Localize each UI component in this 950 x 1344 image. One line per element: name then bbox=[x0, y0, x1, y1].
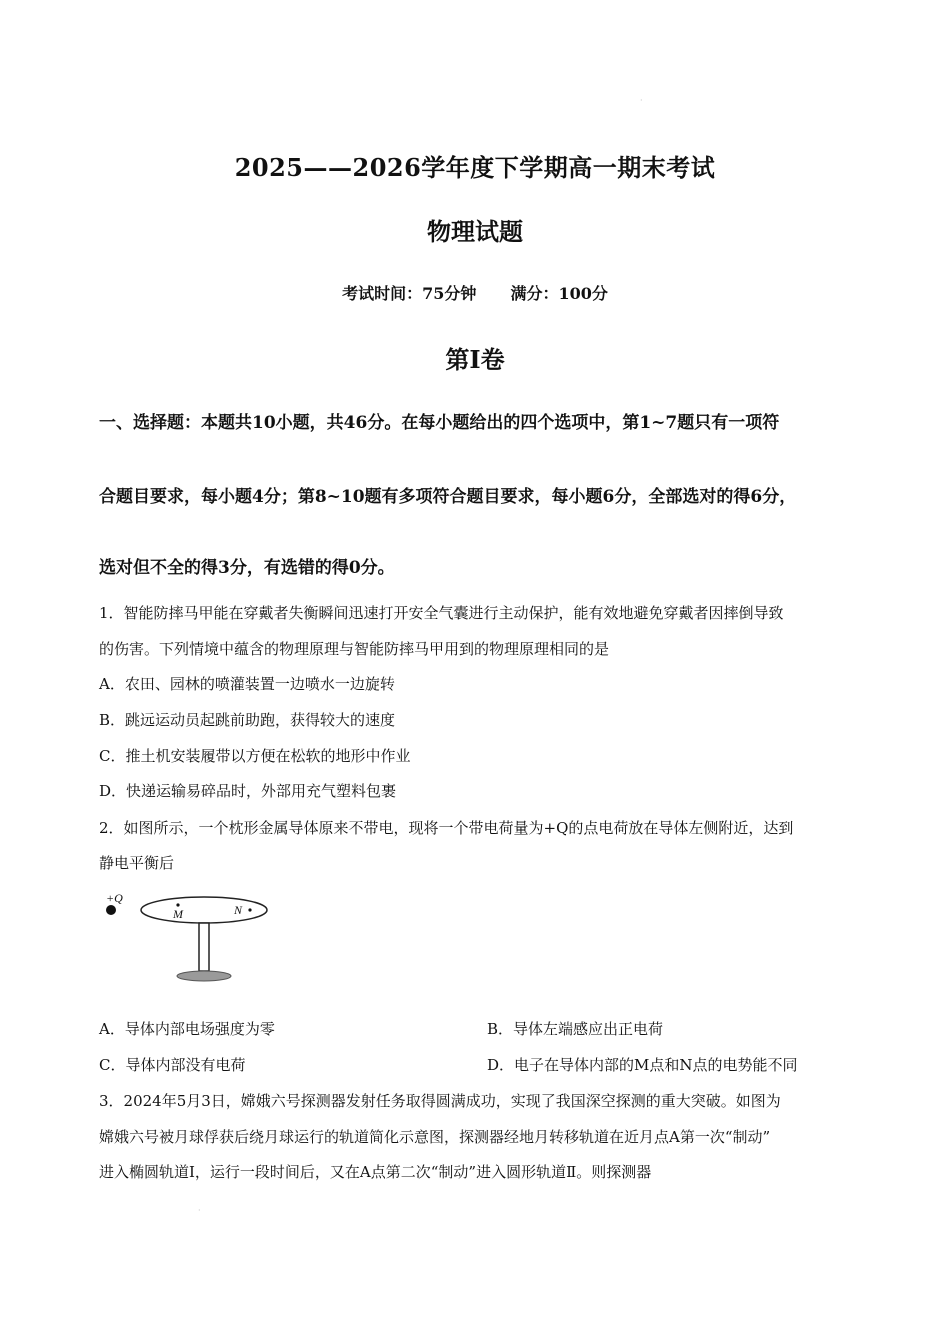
volume-heading: 第Ⅰ卷 bbox=[445, 345, 505, 374]
question-2-option-b: B．导体左端感应出正电荷 bbox=[487, 1020, 664, 1038]
charge-label: +Q bbox=[106, 891, 123, 905]
insulating-stand bbox=[199, 923, 209, 971]
full-score: 满分：100分 bbox=[510, 284, 608, 303]
section-instruction-line: 选对但不全的得3分，有选错的得0分。 bbox=[99, 558, 395, 578]
question-1-option-a: A．农田、园林的喷灌装置一边喷水一边旋转 bbox=[99, 675, 395, 693]
point-m-label: M bbox=[173, 907, 183, 921]
question-1-option-b: B．跳远运动员起跳前助跑，获得较大的速度 bbox=[99, 711, 396, 729]
exam-title: 2025——2026学年度下学期高一期末考试 bbox=[234, 153, 716, 182]
question-2-stem: 2．如图所示，一个枕形金属导体原来不带电，现将一个带电荷量为+Q的点电荷放在导体左侧附近，达到 bbox=[99, 819, 794, 837]
scan-mark: · bbox=[198, 1206, 201, 1215]
exam-meta bbox=[0, 281, 950, 304]
question-3-stem: 嫦娥六号被月球俘获后绕月球运行的轨道简化示意图，探测器经地月转移轨道在近月点A第一次“制动” bbox=[99, 1128, 771, 1146]
scan-mark: · bbox=[640, 96, 643, 105]
pillow-conductor bbox=[141, 897, 267, 923]
question-3-stem: 3．2024年5月3日，嫦娥六号探测器发射任务取得圆满成功，实现了我国深空探测的重大突破。如图为 bbox=[99, 1092, 781, 1110]
question-1-stem: 1．智能防摔马甲能在穿戴者失衡瞬间迅速打开安全气囊进行主动保护，能有效地避免穿戴者因摔倒导致 bbox=[99, 604, 784, 622]
question-2-stem: 静电平衡后 bbox=[99, 854, 175, 872]
question-3-stem: 进入椭圆轨道Ⅰ，运行一段时间后，又在A点第二次“制动”进入圆形轨道Ⅱ。则探测器 bbox=[99, 1163, 652, 1181]
point-charge bbox=[106, 905, 116, 915]
point-n-dot bbox=[248, 908, 251, 911]
question-1-option-d: D．快递运输易碎品时，外部用充气塑料包裹 bbox=[99, 782, 397, 800]
question-1-option-c: C．推土机安装履带以方便在松软的地形中作业 bbox=[99, 747, 411, 765]
section-instruction-line: 合题目要求，每小题4分；第8~10题有多项符合题目要求，每小题6分，全部选对的得6分， bbox=[99, 487, 797, 507]
question-2-option-a: A．导体内部电场强度为零 bbox=[99, 1020, 275, 1038]
question-1-stem: 的伤害。下列情境中蕴含的物理原理与智能防摔马甲用到的物理原理相同的是 bbox=[99, 640, 610, 658]
point-n-label: N bbox=[234, 903, 243, 917]
question-2-option-d: D．电子在导体内部的M点和N点的电势能不同 bbox=[487, 1056, 798, 1074]
subject-title: 物理试题 bbox=[427, 217, 523, 246]
conductor-figure bbox=[100, 886, 275, 986]
section-instruction-line: 一、选择题：本题共10小题，共46分。在每小题给出的四个选项中，第1~7题只有一项符 bbox=[99, 413, 780, 433]
question-2-option-c: C．导体内部没有电荷 bbox=[99, 1056, 246, 1074]
exam-time: 考试时间：75分钟 bbox=[342, 284, 477, 303]
stand-base bbox=[177, 971, 231, 981]
